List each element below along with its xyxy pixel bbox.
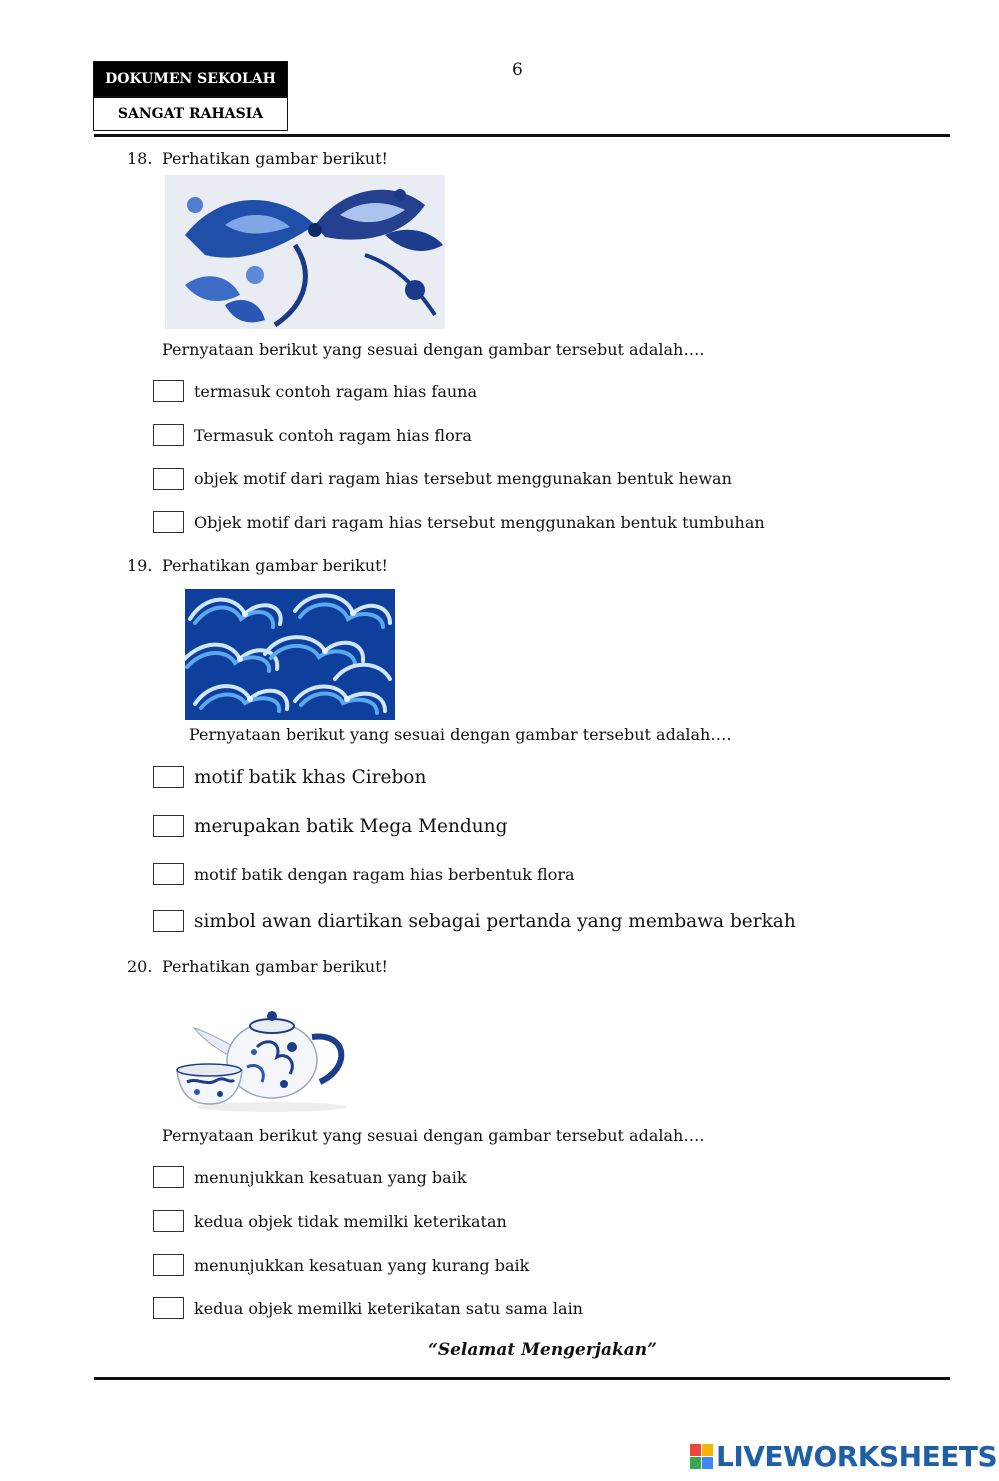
question-20-option-1-checkbox[interactable] [153, 1166, 184, 1188]
liveworksheets-logo-icon [690, 1444, 713, 1469]
question-20-option-3-checkbox[interactable] [153, 1254, 184, 1276]
page-number: 6 [512, 60, 523, 80]
question-19-option-3-label: motif batik dengan ragam hias berbentuk flora [194, 865, 575, 884]
mega-mendung-illustration [185, 589, 395, 720]
closing-message: “Selamat Mengerjakan” [428, 1340, 657, 1360]
question-18-option-2-label: Termasuk contoh ragam hias flora [194, 426, 472, 445]
question-18-prompt: Perhatikan gambar berikut! [162, 149, 388, 168]
question-20-option-2-checkbox[interactable] [153, 1210, 184, 1232]
question-19-image-mega-mendung [185, 589, 395, 720]
question-19-prompt: Perhatikan gambar berikut! [162, 556, 388, 575]
teapot-illustration [172, 992, 352, 1112]
question-20-prompt: Perhatikan gambar berikut! [162, 957, 388, 976]
question-20-option-4-checkbox[interactable] [153, 1297, 184, 1319]
question-18-option-2-checkbox[interactable] [153, 424, 184, 446]
question-19-stem: Pernyataan berikut yang sesuai dengan gambar tersebut adalah…. [189, 725, 732, 744]
header-rule [94, 134, 950, 137]
question-18-option-3-label: objek motif dari ragam hias tersebut menggunakan bentuk hewan [194, 469, 732, 488]
liveworksheets-brand-text: LIVEWORKSHEETS [716, 1440, 998, 1473]
footer-rule [94, 1377, 950, 1380]
question-20-option-4-label: kedua objek memilki keterikatan satu sama lain [194, 1299, 583, 1318]
question-20-option-1-label: menunjukkan kesatuan yang baik [194, 1168, 467, 1187]
question-18-option-4-checkbox[interactable] [153, 511, 184, 533]
question-19-option-4-label: simbol awan diartikan sebagai pertanda yang membawa berkah [194, 911, 796, 932]
question-19-option-4-checkbox[interactable] [153, 910, 184, 932]
question-19-option-3-checkbox[interactable] [153, 863, 184, 885]
question-19-option-1-label: motif batik khas Cirebon [194, 767, 427, 788]
question-18-image-batik-butterfly [165, 175, 445, 329]
header-top-secret: SANGAT RAHASIA [93, 97, 288, 131]
question-18-number: 18. [127, 149, 153, 168]
question-20-stem: Pernyataan berikut yang sesuai dengan gambar tersebut adalah…. [162, 1126, 705, 1145]
question-19-option-1-checkbox[interactable] [153, 766, 184, 788]
question-18-option-4-label: Objek motif dari ragam hias tersebut menggunakan bentuk tumbuhan [194, 513, 765, 532]
batik-butterfly-illustration [165, 175, 445, 329]
question-20-number: 20. [127, 957, 153, 976]
question-20-option-2-label: kedua objek tidak memilki keterikatan [194, 1212, 507, 1231]
liveworksheets-logo [690, 1440, 997, 1473]
question-18-stem: Pernyataan berikut yang sesuai dengan gambar tersebut adalah…. [162, 340, 705, 359]
question-18-option-1-checkbox[interactable] [153, 380, 184, 402]
question-20-option-3-label: menunjukkan kesatuan yang kurang baik [194, 1256, 530, 1275]
header-school-document: DOKUMEN SEKOLAH [93, 61, 288, 97]
question-19-option-2-label: merupakan batik Mega Mendung [194, 816, 508, 837]
question-18-option-1-label: termasuk contoh ragam hias fauna [194, 382, 477, 401]
question-19-number: 19. [127, 556, 153, 575]
question-20-image-teapot [172, 992, 352, 1112]
question-18-option-3-checkbox[interactable] [153, 468, 184, 490]
question-19-option-2-checkbox[interactable] [153, 815, 184, 837]
